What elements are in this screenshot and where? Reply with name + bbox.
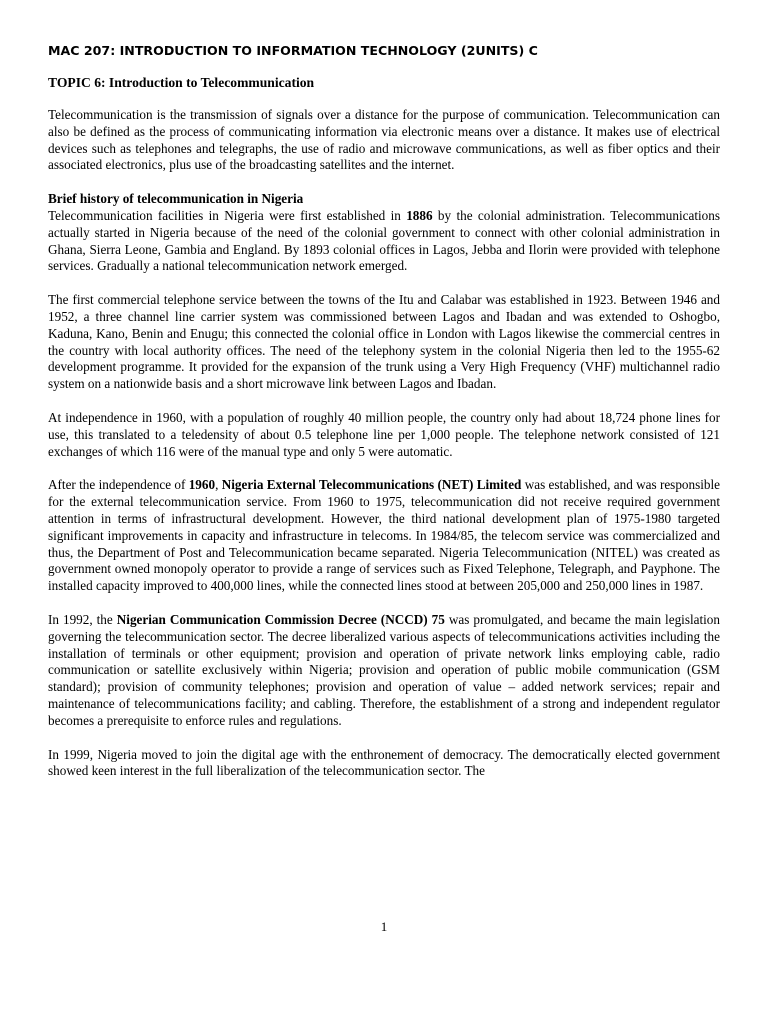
history-paragraph-4 — [48, 477, 720, 595]
history-paragraph-2: The first commercial telephone service between the towns of the Itu and Calabar was established in 1923. Between 1946 and 1952, a three channel line carrier system was commissioned between Lagos and Ibadan and was extended to Oshogbo, Kaduna, Kano, Benin and Enugu; this connected the colonial office in London with Lagos likewise the commercial centres in the country with local authority offices. The need of the telephony system in the colonial Nigeria then led to the 1955-62 development programme. It provided for the expansion of the trunk using a Very High Frequency (VHF) multichannel radio system on a nationwide basis and a short microwave link between Lagos and Ibadan. — [48, 292, 720, 392]
text-run: , — [215, 477, 222, 493]
bold-run: 1960 — [188, 477, 216, 493]
intro-paragraph: Telecommunication is the transmission of signals over a distance for the purpose of communication. Telecommunication can also be defined as the process of communicating information via electronic means over a distance. It makes use of electrical devices such as telephones and telegraphs, the use of radio and microwave communications, as well as fiber optics and their associated electronics, plus use of the broadcasting satellites and the internet. — [48, 107, 720, 173]
text-run: was established, and was responsible for the external telecommunication service. From 1960 to 1975, telecommunication did not receive required government attention in terms of infrastructural development. However, the third national development plan of 1975-1980 targeted significant improvements in capacity and infrastructure in telecoms. In 1984/85, the telecom service was commercialized and thus, the Department of Post and Telecommunication became separated. Nigeria Telecommunication (NITEL) was created as government owned monopoly operator to provide a range of services such as Fixed Telephone, Telegraph, and Payphone. The installed capacity improved to 400,000 lines, while the connected lines stood at between 205,000 and 250,000 lines in 1987. — [48, 477, 721, 594]
page-number: 1 — [380, 919, 388, 934]
text-run: In 1992, the — [48, 611, 117, 627]
text-run: was promulgated, and became the main legislation governing the telecommunication sector. The decree liberalized various aspects of telecommunications activities including the installation of terminals or other equipment; provision and operation of private network links employing cable, radio communication or satellite exclusively within Nigeria; provision and operation of public mobile communication (GSM standard); provision of community telephones; provision and operation of value – added network services; repair and maintenance of telecommunications facility; and cabling. Therefore, the establishment of a strong and independent regulator becomes a prerequisite to enforce rules and regulations. — [48, 611, 720, 728]
bold-run: Nigeria External Telecommunications (NET) Limited — [221, 477, 522, 493]
text-run: After the independence of — [48, 477, 189, 493]
history-heading: Brief history of telecommunication in Nigeria — [48, 191, 304, 207]
history-paragraph-6: In 1999, Nigeria moved to join the digital age with the enthronement of democracy. The democratically elected government showed keen interest in the full liberalization of the telecommunication sector. The — [48, 746, 720, 779]
bold-run: Nigerian Communication Commission Decree (NCCD) 75 — [116, 611, 445, 627]
bold-run: 1886 — [406, 207, 433, 223]
text-run: by the colonial administration. Telecommunications actually started in Nigeria because of the need of the colonial government to connect with other colonial administration in Ghana, Sierra Leone, Gambia and England. By 1893 colonial offices in Lagos, Jebba and Ilorin were provided with telephone services. Gradually a national telecommunication network emerged. — [48, 207, 720, 274]
topic-title: TOPIC 6: Introduction to Telecommunication — [48, 75, 315, 90]
history-paragraph-1 — [48, 208, 720, 275]
history-paragraph-5 — [48, 612, 720, 730]
text-run: Telecommunication facilities in Nigeria were first established in — [48, 207, 407, 223]
course-title: MAC 207: INTRODUCTION TO INFORMATION TECHNOLOGY (2UNITS) C — [48, 43, 538, 58]
history-paragraph-3: At independence in 1960, with a population of roughly 40 million people, the country only had about 18,724 phone lines for use, this translated to a teledensity of about 0.5 telephone line per 1,000 people. The telephone network consisted of 121 exchanges of which 116 were of the manual type and only 5 were automatic. — [48, 409, 720, 459]
